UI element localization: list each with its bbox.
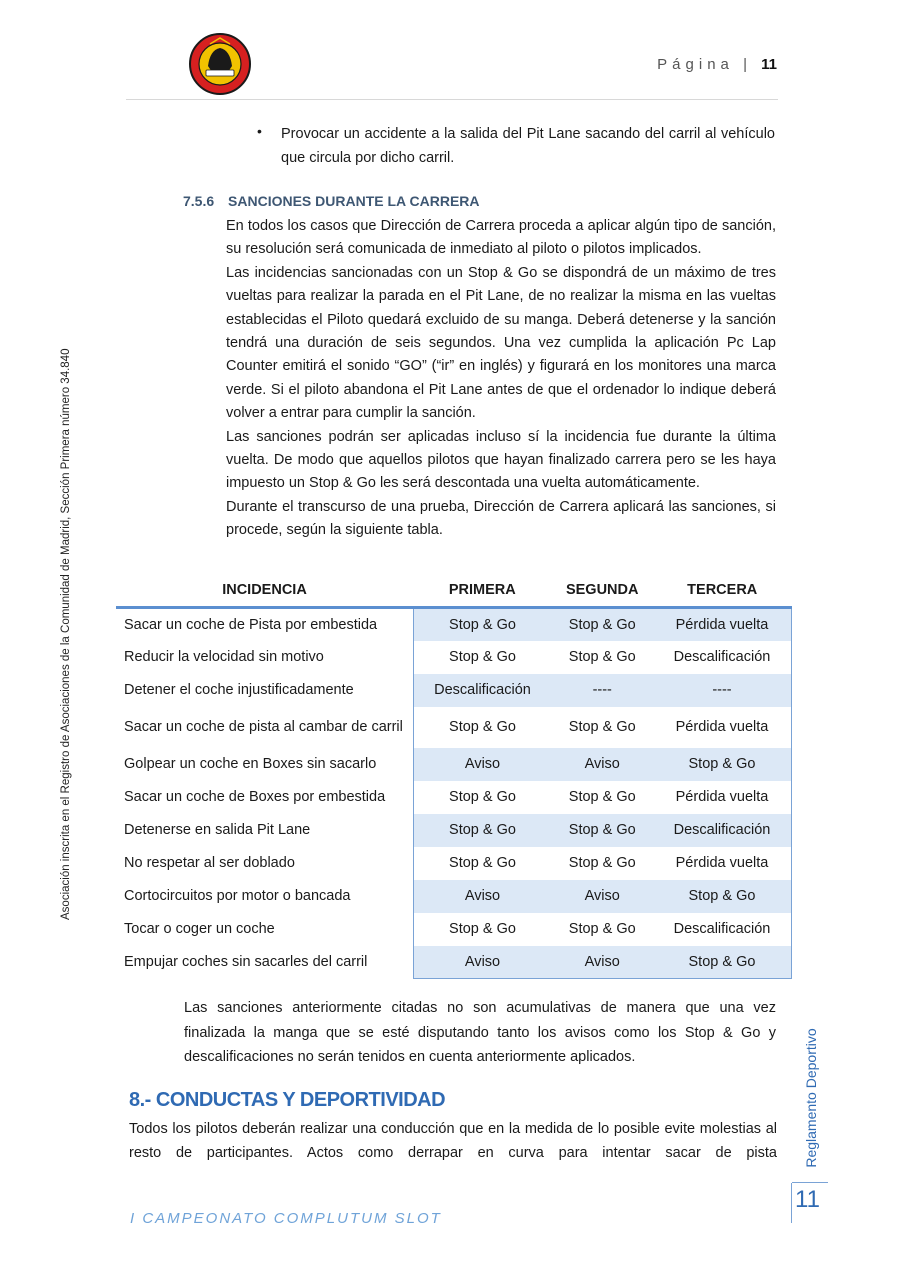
third-sanction-cell: Stop & Go: [653, 946, 792, 979]
page-word: Página: [657, 56, 734, 73]
column-header-primera: PRIMERA: [413, 582, 552, 608]
table-header-row: [116, 582, 792, 608]
club-logo: [188, 32, 252, 96]
column-header-tercera: TERCERA: [653, 582, 792, 608]
sanctions-table: [116, 582, 792, 979]
section-number: 7.5.6: [183, 193, 215, 209]
bullet-item-text: Provocar un accidente a la salida del Pit Lane sacando del carril al vehículo que circula por dicho carril.: [281, 126, 775, 166]
incident-cell: No respetar al ser doblado: [116, 847, 413, 880]
footer-championship-title: I CAMPEONATO COMPLUTUM SLOT: [130, 1210, 442, 1227]
association-registration-note: Asociación inscrita en el Registro de Asociaciones de la Comunidad de Madrid, Sección Primera número 34.840: [60, 348, 72, 920]
second-sanction-cell: Stop & Go: [568, 855, 636, 871]
incident-cell: Golpear un coche en Boxes sin sacarlo: [116, 748, 413, 781]
section-8-heading: 8.- CONDUCTAS Y DEPORTIVIDAD: [129, 1089, 446, 1111]
header-divider: [126, 99, 778, 100]
paragraph: Las incidencias sancionadas con un Stop & Go se dispondrá de un máximo de tres vueltas para realizar la parada en el Pit Lane, de no realizar la misma en las vueltas establecidas el Piloto quedará excluido de su manga. Deberá detenerse y la sanción tendrá una duración de seis segundos. Una vez cumplida la aplicación Pc Lap Counter emitirá el sonido “GO” (“ir” en inglés) y figurará en los monitores una marca verde. Si el piloto abandona el Pit Lane antes de que el ordenador lo indique deberá volver a entrar para cumplir la sanción.: [226, 264, 776, 422]
third-sanction-cell: Descalificación: [653, 913, 792, 946]
first-sanction-cell: Aviso: [413, 748, 552, 781]
third-sanction-cell: Pérdida vuelta: [653, 847, 792, 880]
second-sanction-cell: Stop & Go: [568, 649, 636, 665]
paragraph: Las sanciones podrán ser aplicadas incluso sí la incidencia fue durante la última vuelta. De modo que aquellos pilotos que hayan finalizado carrera pero se les haya impuesto un Stop & Go les será descontada una vuelta automáticamente.: [226, 428, 776, 492]
third-sanction-cell: Stop & Go: [653, 748, 792, 781]
first-sanction-cell: Stop & Go: [449, 649, 516, 665]
section-title: SANCIONES DURANTE LA CARRERA: [228, 193, 480, 209]
first-sanction-cell: Stop & Go: [449, 855, 516, 871]
second-sanction-cell: Stop & Go: [568, 789, 636, 805]
column-header-segunda: SEGUNDA: [552, 582, 653, 608]
table-row: [116, 814, 792, 847]
section-8-body: Todos los pilotos deberán realizar una conducción que en la medida de lo posible evite molestias al resto de participantes. Actos como derrapar en curva para intentar sacar de pista: [129, 1121, 777, 1161]
first-sanction-cell: Stop & Go: [449, 789, 516, 805]
third-sanction-cell: Stop & Go: [653, 880, 792, 913]
section-body: [226, 215, 776, 543]
paragraph: En todos los casos que Dirección de Carrera proceda a aplicar algún tipo de sanción, su resolución será comunicada de inmediato al piloto o pilotos implicados.: [226, 218, 776, 258]
table-row: [116, 880, 792, 913]
second-sanction-cell: Stop & Go: [568, 921, 636, 937]
paragraph: Durante el transcurso de una prueba, Dirección de Carrera aplicará las sanciones, si procede, según la siguiente tabla.: [226, 498, 776, 539]
table-row: [116, 946, 792, 979]
third-sanction-cell: Pérdida vuelta: [653, 608, 792, 641]
first-sanction-cell: Stop & Go: [413, 608, 552, 641]
third-sanction-cell: Descalificación: [653, 814, 792, 847]
second-sanction-cell: Aviso: [552, 946, 653, 979]
first-sanction-cell: Aviso: [413, 946, 552, 979]
first-sanction-cell: Stop & Go: [449, 921, 516, 937]
table-row: [116, 748, 792, 781]
incident-cell: Sacar un coche de Pista por embestida: [116, 608, 413, 641]
table-row: [116, 641, 792, 674]
section-heading: [183, 193, 480, 209]
first-sanction-cell: Stop & Go: [413, 814, 552, 847]
bullet-icon: •: [257, 123, 262, 139]
table-note: Las sanciones anteriormente citadas no son acumulativas de manera que una vez finalizada la manga que se esté disputando tanto los avisos como los Stop & Go y descalificaciones no serán tenidos en cuenta anteriormente aplicados.: [184, 1000, 776, 1066]
incident-cell: Sacar un coche de Boxes por embestida: [116, 781, 413, 814]
incident-cell: Reducir la velocidad sin motivo: [116, 641, 413, 674]
incident-cell: Detener el coche injustificadamente: [116, 674, 413, 707]
footer-side-label: Reglamento Deportivo: [803, 1028, 819, 1168]
footer-page-number: 11: [795, 1186, 820, 1213]
second-sanction-cell: Stop & Go: [552, 608, 653, 641]
first-sanction-cell: Descalificación: [413, 674, 552, 707]
table-row: [116, 847, 792, 880]
page-header: Página | 11: [657, 56, 777, 73]
second-sanction-cell: Aviso: [552, 880, 653, 913]
incident-cell: Sacar un coche de pista al cambar de carril: [116, 707, 413, 748]
footer-divider: [792, 1182, 828, 1183]
third-sanction-cell: Pérdida vuelta: [653, 781, 792, 814]
second-sanction-cell: Stop & Go: [552, 814, 653, 847]
third-sanction-cell: Pérdida vuelta: [653, 707, 792, 748]
second-sanction-cell: ----: [552, 674, 653, 707]
third-sanction-cell: Descalificación: [653, 641, 792, 674]
second-sanction-cell: Stop & Go: [568, 719, 636, 735]
table-row: [116, 674, 792, 707]
table-row: [116, 913, 792, 946]
incident-cell: Tocar o coger un coche: [116, 913, 413, 946]
header-page-number: 11: [761, 56, 777, 73]
column-header-incidencia: INCIDENCIA: [116, 582, 413, 608]
table-row: [116, 608, 792, 641]
third-sanction-cell: ----: [653, 674, 792, 707]
incident-cell: Cortocircuitos por motor o bancada: [116, 880, 413, 913]
table-row: [116, 781, 792, 814]
first-sanction-cell: Stop & Go: [449, 719, 516, 735]
incident-cell: Detenerse en salida Pit Lane: [116, 814, 413, 847]
first-sanction-cell: Aviso: [413, 880, 552, 913]
incident-cell: Empujar coches sin sacarles del carril: [116, 946, 413, 979]
second-sanction-cell: Aviso: [552, 748, 653, 781]
table-row: [116, 707, 792, 748]
footer-divider-vertical: [791, 1183, 792, 1223]
